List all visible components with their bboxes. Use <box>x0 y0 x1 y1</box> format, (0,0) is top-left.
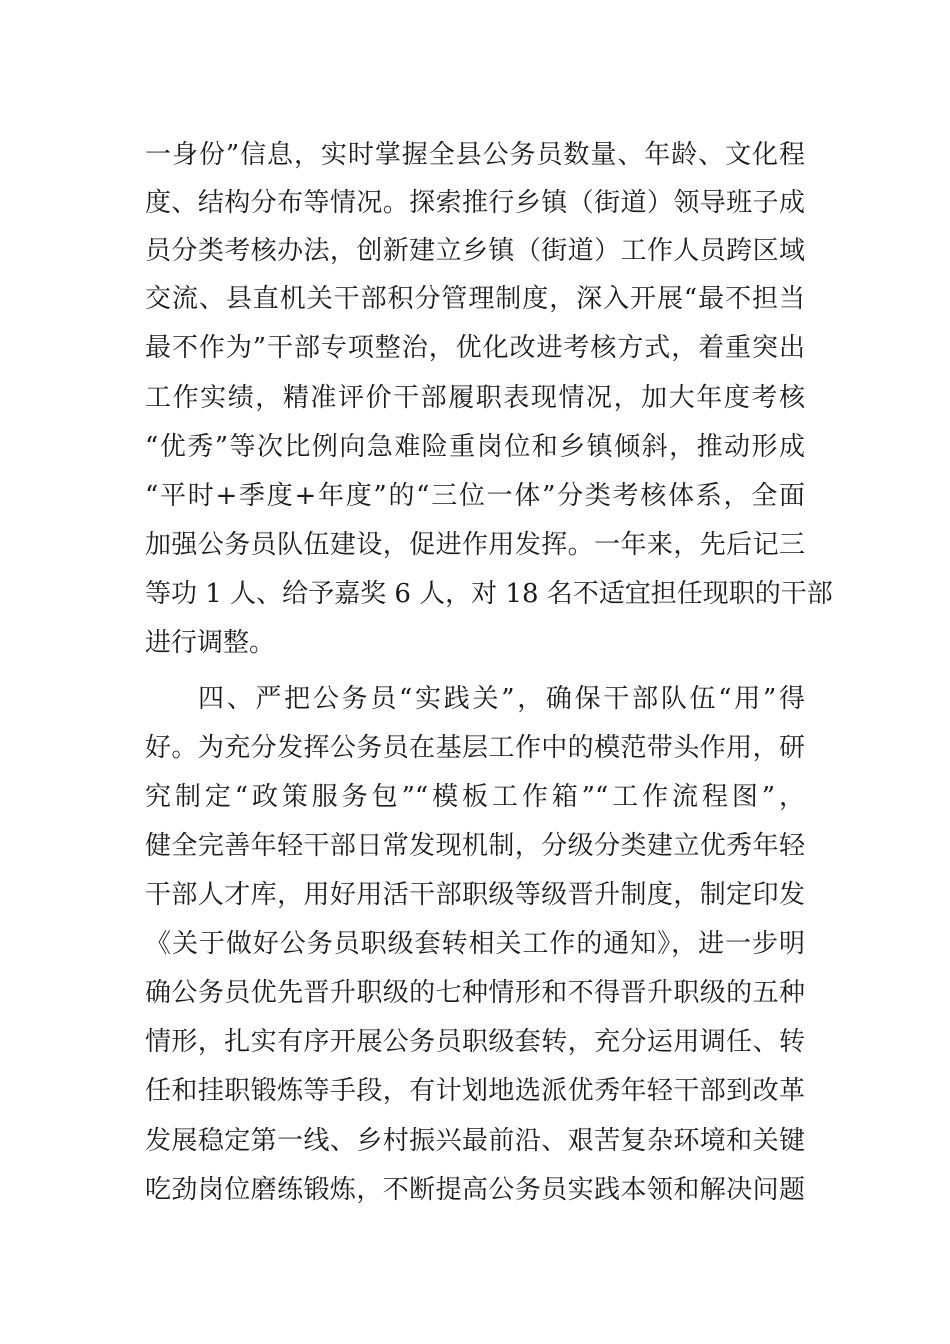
text-line: 健全完善年轻干部日常发现机制，分级分类建立优秀年轻 <box>145 831 805 861</box>
text-line: 交流、县直机关干部积分管理制度，深入开展“最不担当 <box>145 284 805 314</box>
text-line: 工作实绩，精准评价干部履职表现情况，加大年度考核 <box>145 383 805 413</box>
text-line: 度、结构分布等情况。探索推行乡镇（街道）领导班子成 <box>145 188 805 218</box>
text-line: 干部人才库，用好用活干部职级等级晋升制度，制定印发 <box>145 880 805 910</box>
section-heading-line: 四、严把公务员“实践关”，确保干部队伍“用”得 <box>198 684 805 714</box>
text-line: “平时+季度+年度”的“三位一体”分类考核体系，全面 <box>145 481 805 511</box>
text-line: 员分类考核办法，创新建立乡镇（街道）工作人员跨区域 <box>145 236 805 266</box>
text-line: 吃劲岗位磨练锻炼，不断提高公务员实践本领和解决问题 <box>145 1175 805 1205</box>
paragraph-end-line: 进行调整。 <box>145 628 276 658</box>
text-line: 《关于做好公务员职级套转相关工作的通知》，进一步明 <box>145 929 805 959</box>
text-line: 一身份”信息，实时掌握全县公务员数量、年龄、文化程 <box>145 140 805 170</box>
text-line: 任和挂职锻炼等手段，有计划地选派优秀年轻干部到改革 <box>145 1076 805 1106</box>
text-line: “优秀”等次比例向急难险重岗位和乡镇倾斜，推动形成 <box>145 432 805 462</box>
text-line: 情形，扎实有序开展公务员职级套转，充分运用调任、转 <box>145 1027 805 1057</box>
text-line: 究制定“政策服务包”“模板工作箱”“工作流程图”， <box>145 782 805 812</box>
text-line: 加强公务员队伍建设，促进作用发挥。一年来，先后记三 <box>145 530 805 560</box>
text-line: 最不作为”干部专项整治，优化改进考核方式，着重突出 <box>145 333 805 363</box>
text-line: 发展稳定第一线、乡村振兴最前沿、艰苦复杂环境和关键 <box>145 1126 805 1156</box>
text-line: 好。为充分发挥公务员在基层工作中的模范带头作用，研 <box>145 733 805 763</box>
text-line: 等功 1 人、给予嘉奖 6 人，对 18 名不适宜担任现职的干部 <box>145 579 833 609</box>
text-line: 确公务员优先晋升职级的七种情形和不得晋升职级的五种 <box>145 978 805 1008</box>
